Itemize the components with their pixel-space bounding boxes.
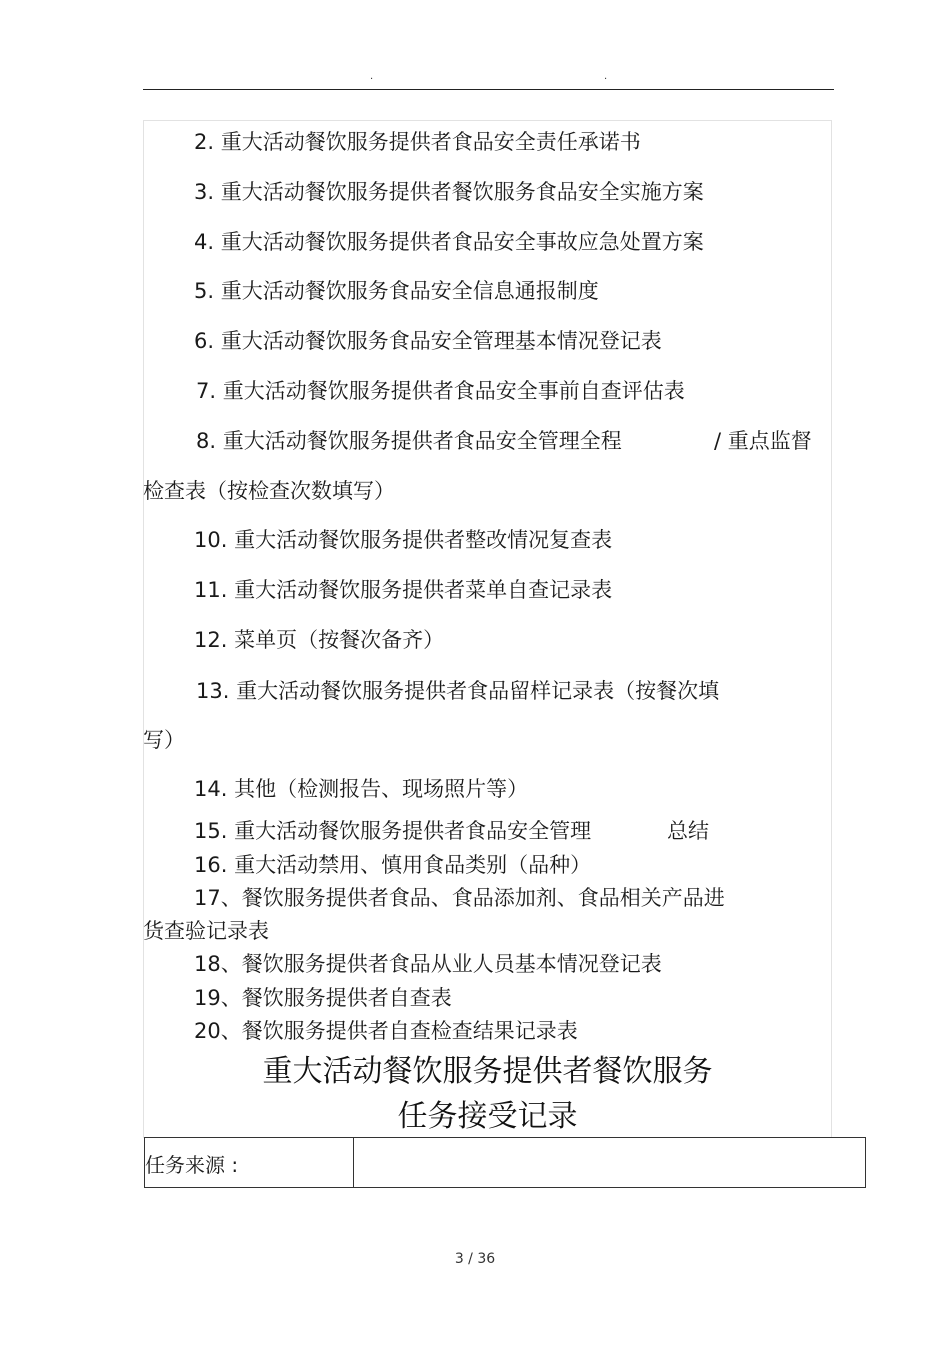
list-item: 15. 重大活动餐饮服务提供者食品安全管理 bbox=[194, 819, 592, 843]
page-number: 3 / 36 bbox=[454, 1251, 496, 1267]
page-header bbox=[0, 72, 950, 86]
list-item: 16. 重大活动禁用、慎用食品类别（品种） bbox=[194, 853, 592, 877]
list-item: 总结 bbox=[667, 819, 709, 843]
list-item: 8. 重大活动餐饮服务提供者食品安全管理全程 bbox=[196, 429, 622, 453]
list-item: 7. 重大活动餐饮服务提供者食品安全事前自查评估表 bbox=[196, 379, 685, 403]
list-item: 2. 重大活动餐饮服务提供者食品安全责任承诺书 bbox=[194, 130, 641, 154]
list-item: 3. 重大活动餐饮服务提供者餐饮服务食品安全实施方案 bbox=[194, 180, 704, 204]
list-item: 18、餐饮服务提供者食品从业人员基本情况登记表 bbox=[194, 952, 662, 976]
header-dot-right: . bbox=[604, 71, 608, 82]
list-item: 货查验记录表 bbox=[143, 919, 269, 943]
task-record-table bbox=[144, 1137, 866, 1188]
list-item: / 重点监督 bbox=[714, 429, 812, 453]
header-rule bbox=[143, 89, 834, 90]
list-item: 写） bbox=[143, 728, 185, 752]
list-item: 12. 菜单页（按餐次备齐） bbox=[194, 628, 445, 652]
list-item: 19、餐饮服务提供者自查表 bbox=[194, 986, 452, 1010]
list-item: 17、餐饮服务提供者食品、食品添加剂、食品相关产品进 bbox=[194, 886, 725, 910]
list-item: 11. 重大活动餐饮服务提供者菜单自查记录表 bbox=[194, 578, 613, 602]
list-item: 4. 重大活动餐饮服务提供者食品安全事故应急处置方案 bbox=[194, 230, 704, 254]
task-source-field[interactable] bbox=[354, 1138, 865, 1187]
list-item: 10. 重大活动餐饮服务提供者整改情况复查表 bbox=[194, 528, 613, 552]
list-item: 6. 重大活动餐饮服务食品安全管理基本情况登记表 bbox=[194, 329, 662, 353]
task-source-label: 任务来源 : bbox=[145, 1138, 354, 1187]
list-item: 检查表（按检查次数填写） bbox=[143, 479, 395, 503]
header-dot-left: . bbox=[370, 71, 374, 82]
list-item: 13. 重大活动餐饮服务提供者食品留样记录表（按餐次填 bbox=[196, 679, 720, 703]
section-subtitle: 任务接受记录 bbox=[397, 1099, 578, 1134]
list-item: 20、餐饮服务提供者自查检查结果记录表 bbox=[194, 1019, 578, 1043]
list-item: 5. 重大活动餐饮服务食品安全信息通报制度 bbox=[194, 279, 599, 303]
section-title: 重大活动餐饮服务提供者餐饮服务 bbox=[262, 1054, 713, 1089]
list-item: 14. 其他（检测报告、现场照片等） bbox=[194, 777, 529, 801]
